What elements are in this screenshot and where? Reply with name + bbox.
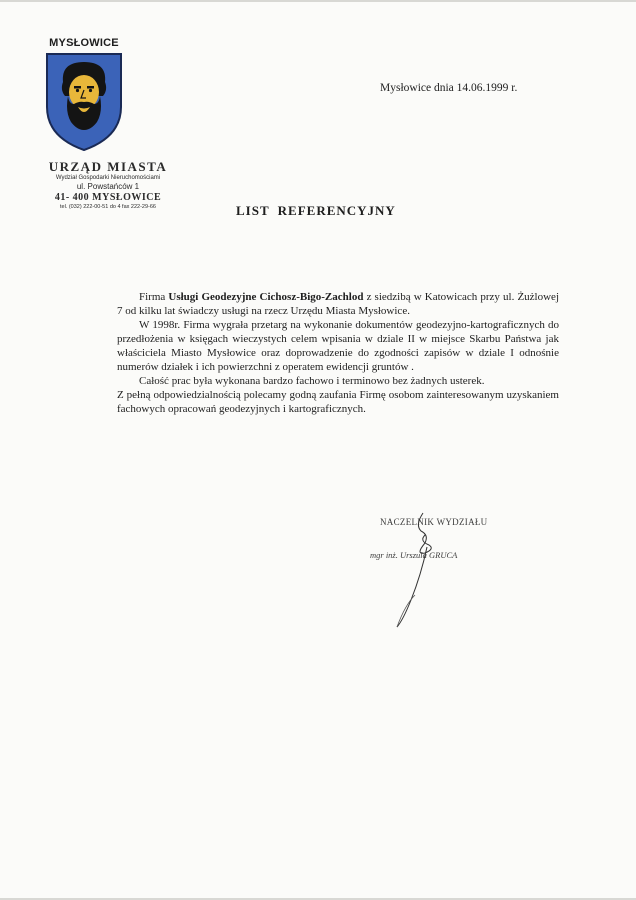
stamp-office: URZĄD MIASTA xyxy=(48,159,168,174)
stamp-postal: 41- 400 MYSŁOWICE xyxy=(54,192,162,203)
handwritten-signature-icon xyxy=(385,505,455,635)
signature-name: mgr inż. Urszula GRUCA xyxy=(370,550,458,560)
coat-of-arms-city-name: MYSŁOWICE xyxy=(49,37,119,49)
letter-body xyxy=(117,290,559,416)
paragraph-3: Całość prac była wykonana bardzo fachowo i terminowo bez żadnych usterek. xyxy=(139,375,485,387)
company-name: Usługi Geodezyjne Cichosz-Bigo-Zachlod xyxy=(168,291,364,303)
paragraph-1-rest: z siedzibą w Katowicach przy ul. Żużlowej 7 od kilku lat świadczy usługi na rzecz Urzędu Miasta Mysłowice. xyxy=(117,291,559,317)
office-stamp xyxy=(33,160,183,212)
paragraph-2: W 1998r. Firma wygrała przetarg na wykonanie dokumentów geodezyjno-kartograficznych do przedłożenia w księgach wieczystych celem wpisania w dziale II w miejsce Skarbu Państwa jak właściciela Miasto Mysłowice oraz doprowadzenie do zgodności zapisów w dziale I odnośnie numerów działek i ich powierzchni z operatem ewidencji gruntów . xyxy=(117,319,559,373)
signature-title: NACZELNIK WYDZIAŁU xyxy=(380,517,488,527)
coat-of-arms-shield-icon xyxy=(45,52,123,152)
paragraph-1 xyxy=(117,290,559,318)
letter-title: LIST REFERENCYJNY xyxy=(236,203,396,218)
paragraph-1-lead: Firma xyxy=(139,291,166,303)
place-and-date: Mysłowice dnia 14.06.1999 r. xyxy=(380,82,518,94)
paragraph-4: Z pełną odpowiedzialnością polecamy godną zaufania Firmę osobom zainteresowanym uzyskaniem fachowych opracowań geodezyjnych i kartograficznych. xyxy=(117,389,559,415)
stamp-street: ul. Powstańców 1 xyxy=(76,182,140,191)
stamp-phone: tel. (032) 222-00-51 do 4 fax 222-29-66 xyxy=(59,204,156,210)
stamp-department: Wydział Gospodarki Nieruchomościami xyxy=(55,175,161,181)
